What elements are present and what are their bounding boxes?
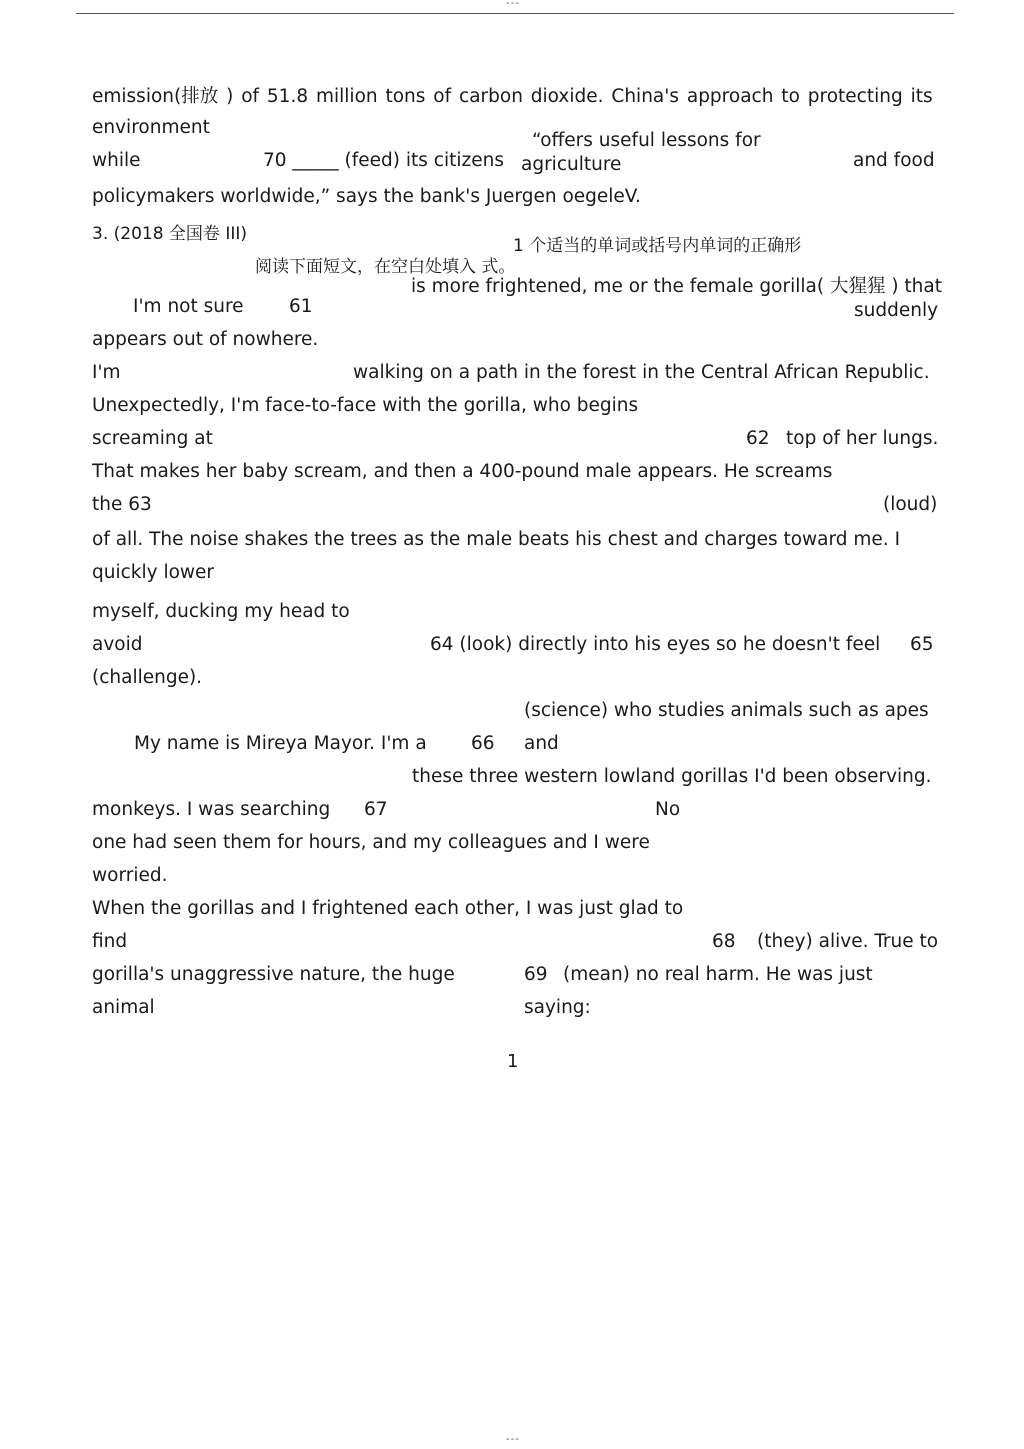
text-line: emission(排放 ) of 51.8 million tons of carbon dioxide. China's approach to protecting its bbox=[92, 86, 933, 107]
text-line: That makes her baby scream, and then a 400-pound male appears. He screams bbox=[92, 461, 833, 482]
text-line: policymakers worldwide,” says the bank's Juergen oegeleV. bbox=[92, 186, 641, 207]
text-line: avoid bbox=[92, 634, 143, 655]
text-line: I'm bbox=[92, 362, 121, 383]
blank-65: 65 bbox=[910, 634, 934, 655]
page-number: 1 bbox=[507, 1051, 519, 1072]
text-line: “offers useful lessons for bbox=[532, 130, 761, 151]
text-line: (mean) no real harm. He was just bbox=[563, 964, 873, 985]
text-line: top of her lungs. bbox=[786, 428, 939, 449]
text-line: No bbox=[655, 799, 681, 820]
text-line: agriculture bbox=[521, 154, 622, 175]
blank-70: 70 _____ (feed) its citizens bbox=[263, 150, 504, 171]
section-heading: 3. (2018 全国卷 III) bbox=[92, 224, 248, 244]
text-line: is more frightened, me or the female gorilla( 大猩猩 ) that bbox=[411, 276, 942, 297]
text-line: screaming at bbox=[92, 428, 213, 449]
text-line: suddenly bbox=[854, 300, 939, 321]
text-line: of all. The noise shakes the trees as the male beats his chest and charges toward me. I bbox=[92, 529, 901, 550]
text-line: find bbox=[92, 931, 128, 952]
text-line: My name is Mireya Mayor. I'm a bbox=[134, 733, 427, 754]
blank-64: 64 (look) directly into his eyes so he doesn't feel bbox=[430, 634, 881, 655]
text-line: these three western lowland gorillas I'd been observing. bbox=[412, 766, 932, 787]
blank-67: 67 bbox=[364, 799, 388, 820]
blank-69: 69 bbox=[524, 964, 548, 985]
text-line: (challenge). bbox=[92, 667, 203, 688]
text-line: myself, ducking my head to bbox=[92, 601, 350, 622]
text-line: monkeys. I was searching bbox=[92, 799, 331, 820]
instruction-text: 阅读下面短文，在空白处填入 式。 bbox=[255, 257, 516, 277]
text-line: quickly lower bbox=[92, 562, 215, 583]
footer-mark: --- bbox=[506, 1434, 520, 1445]
text-line: while bbox=[92, 150, 141, 171]
text-line: (science) who studies animals such as apes bbox=[524, 700, 929, 721]
text-line: walking on a path in the forest in the Central African Republic. bbox=[353, 362, 930, 383]
header-rule bbox=[76, 13, 954, 14]
blank-68: 68 bbox=[712, 931, 736, 952]
text-line: one had seen them for hours, and my colleagues and I were bbox=[92, 832, 650, 853]
text-line: and food bbox=[853, 150, 935, 171]
text-line: When the gorillas and I frightened each other, I was just glad to bbox=[92, 898, 684, 919]
blank-62: 62 bbox=[746, 428, 770, 449]
text-line: I'm not sure bbox=[133, 296, 244, 317]
header-mark: --- bbox=[506, 0, 520, 9]
text-line: Unexpectedly, I'm face-to-face with the gorilla, who begins bbox=[92, 395, 639, 416]
text-line: (loud) bbox=[883, 494, 938, 515]
blank-63: the 63 bbox=[92, 494, 152, 515]
text-line: and bbox=[524, 733, 559, 754]
blank-66: 66 bbox=[471, 733, 495, 754]
text-line: (they) alive. True to bbox=[757, 931, 939, 952]
instruction-text: 1 个适当的单词或括号内单词的正确形 bbox=[513, 236, 802, 256]
text-line: appears out of nowhere. bbox=[92, 329, 319, 350]
text-line: saying: bbox=[524, 997, 591, 1018]
text-line: gorilla's unaggressive nature, the huge bbox=[92, 964, 455, 985]
blank-61: 61 bbox=[289, 296, 313, 317]
text-line: environment bbox=[92, 117, 210, 138]
text-line: animal bbox=[92, 997, 155, 1018]
text-line: worried. bbox=[92, 865, 168, 886]
